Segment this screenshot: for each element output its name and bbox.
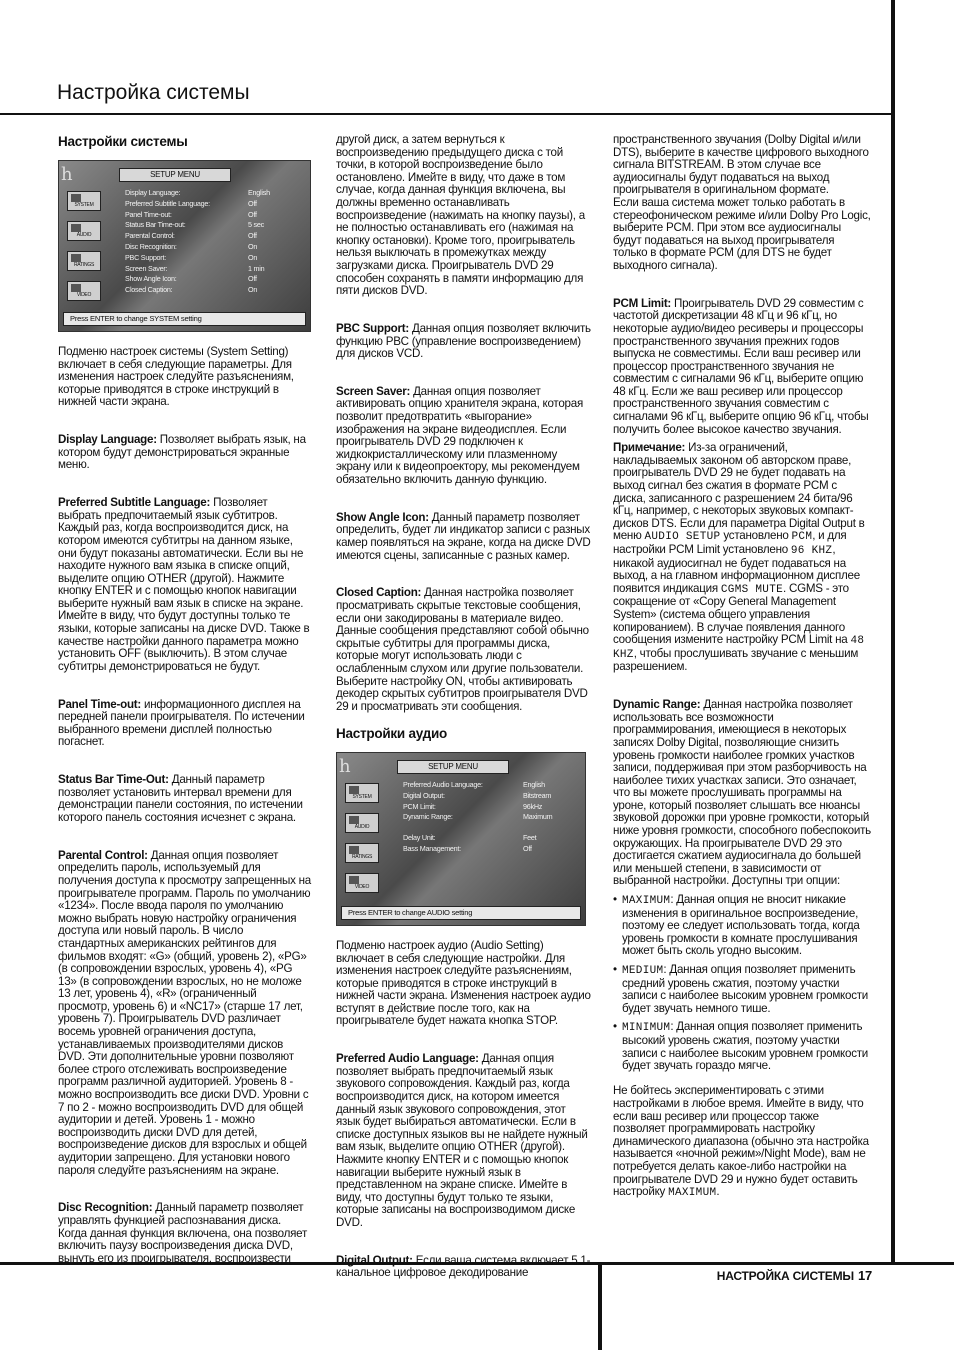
- column-1: [58, 134, 311, 1278]
- setting-row: Preferred Audio Language: English: [403, 779, 545, 789]
- digital-output-continued: пространственного звучания (Dolby Digital и/или DTS), выберите в качестве цифрового выходного сигнала BITSTREAM. В этом случае все аудиосигналы будут подаваться на выход проигрывателя в оригинальном формате.: [613, 133, 869, 197]
- audio-icon: AUDIO: [67, 221, 101, 241]
- menu-icons: [345, 783, 381, 903]
- system-settings-heading: Настройки системы: [58, 134, 188, 149]
- page-title: Настройка системы: [57, 81, 250, 104]
- instruction-bar: Press ENTER to change AUDIO setting: [341, 906, 581, 920]
- screen-saver-entry: Screen Saver: Данная опция позволяет активировать опцию хранителя экрана, которая позволит предотвратить «выгорание» изображения на экране видеодисплея. Если проигрыватель DVD 29 подключен к жидкокристаллическому или плазменному экрану или к видеопроектору, мы рекомендуем обязательно включить данную функцию.: [336, 384, 583, 487]
- settings-list: [125, 188, 300, 296]
- system-icon: SYSTEM: [345, 783, 379, 803]
- disc-recognition-continued: другой диск, а затем вернуться к воспроизведению предыдущего диска с той точки, в которой воспроизведение было остановлено. Имейте в виду, что даже в том случае, когда данная функция включена, вы должны временно останавливать воспроизведение (нажимать на кнопку паузы), а не полностью останавливать его (нажимая на кнопку остановки). Кроме того, проигрыватель нельзя выключать в промежутках между загрузками диска. Проигрыватель DVD 29 способен сохранять в памяти информацию для пяти дисков DVD.: [336, 133, 585, 298]
- header-rule: [0, 113, 895, 115]
- menu-title: SETUP MENU: [397, 760, 509, 774]
- column-2: [336, 134, 591, 1293]
- display-language-entry: Display Language: Позволяет выбрать язык, на котором будут демонстрироваться экранные меню.: [58, 433, 306, 472]
- menu-title: SETUP MENU: [119, 168, 231, 182]
- panel-timeout-entry: Panel Time-out: информационного дисплея на передней панели проигрывателя. По истечении выбранного времени дисплей полностью погаснет.: [58, 697, 305, 749]
- setting-row: Show Angle Icon: Off: [125, 274, 257, 284]
- setting-row: Digital Output: Bitstream: [403, 790, 552, 800]
- closed-caption-entry: Closed Caption: Данная настройка позволяет просматривать скрытые текстовые сообщения, если они закодированы в материале видео. Данные сообщения представляют собой обычно скрытые субтитры для программы диска, которые могут использовать люди с ослабленным слухом или другие пользователи. Выберите настройку ON, чтобы активировать декодер скрытых субтитров проигрывателя DVD 29 и просматривать эти сообщения.: [336, 586, 589, 713]
- column-3: [613, 134, 871, 1212]
- video-icon: VIDEO: [345, 873, 379, 893]
- list-item: • MINIMUM: Данная опция позволяет применить высокий уровень сжатия, поэтому участки записи с наиболее высоким уровнем громкости будет звучать гораздо мягче.: [613, 1021, 871, 1072]
- setting-row: Preferred Subtitle Language: Off: [125, 198, 257, 208]
- audio-icon: AUDIO: [345, 813, 379, 833]
- pcm-limit-entry: PCM Limit: Проигрыватель DVD 29 совместим с частотой дискретизации 48 кГц и 96 кГц, но некоторые аудио/видео ресиверы и процессоры пространственного звучания прежних годов выпуска не совместимы. Если ваш ресивер или процессор пространственного звучания не совместим с сигналами 96 кГц, выберите опцию 48 кГц. Если же ваш ресивер или процессор пространственного звучания совместим с сигналами 96 кГц, выберите опцию 96 кГц, чтобы получить более высокое качество звучания.: [613, 296, 869, 436]
- footer-label: НАСТРОЙКА СИСТЕМЫ: [716, 1269, 854, 1283]
- system-icon: SYSTEM: [67, 191, 101, 211]
- show-angle-icon-entry: Show Angle Icon: Данный параметр позволяет определить, будет ли индикатор записи с разных камер появляться на экране, когда на диске DVD имеются сцены, записанные с разных камер.: [336, 510, 591, 562]
- pcm-note-entry: Примечание: Из-за ограничений, накладываемых законом об авторском праве, проигрыватель DVD 29 не будет подавать на выход сигнал без сжатия в формате PCM с диска, записанного с разрешением 24 бита/96 кГц, например, с некоторых звуковых компакт-дисков DTS. Если для параметра Digital Output в меню AUDIO SETUP установлено PCM, и для настройки PCM Limit установлено 96 KHZ, никакой аудиосигнал не будет подаваться на выход, а на главном информационном дисплее появится индикация CGMS MUTE. CGMS - это сокращение от «Copy General Management System» (система общего управления копированием). В случае появления данного сообщения измените настройку PCM Limit на 48 KHZ, чтобы прослушивать звучание с меньшим разрешением.: [613, 441, 865, 674]
- setting-row: Screen Saver: 1 min: [125, 263, 265, 273]
- digital-output-entry: Digital Output: Если ваша система включает 5.1-канальное цифровое декодирование: [336, 1253, 591, 1280]
- ratings-icon: RATINGS: [345, 843, 379, 863]
- page-footer: [614, 1268, 872, 1283]
- dynamic-range-entry: Dynamic Range: Данная настройка позволяет использовать все возможности программирования, имеющиеся в некоторых записях Dolby Digital, позволяющие снизить уровень громкости наиболее громких участков записи, поддерживая при этом разборчивость на наиболее тихих участках записи. Это означает, что вы можете прослушивать программы на уроне, который позволяет слышать все нюансы звуковой дорожки при уровне громкости, который ниже уровня громкости, способного побеспокоить окружающих. На проигрывателе DVD 29 это достигается сжатием аудиосигнала до большей или меньшей степени, в зависимости от выбранной настройки. Доступны три опции:: [613, 698, 871, 888]
- digital-output-pcm-note: Если ваша система может только работать в стереофоническом режиме и/или Dolby Pro Logic, выберите PCM. При этом все аудиосигналы будут подаваться на выход проигрывателя только в формате PCM (для DTS не будет выходного сигнала).: [613, 195, 871, 272]
- menu-icons: [67, 191, 103, 311]
- closing-paragraph: Не бойтесь экспериментировать с этими настройками в любое время. Имейте в виду, что если ваш ресивер или процессор также позволяет программировать настройку динамического диапазона (обычно эта настройка называется «ночной режим»/Night Mode), вам не потребуется делать какое-либо настройки на проигрывателе DVD 29 и нужно будет оставить настройку MAXIMUM.: [613, 1084, 869, 1200]
- disc-recognition-entry: Disc Recognition: Данный параметр позволяет управлять функцией распознавания диска. Когда данная функция включена, она позволяет включить паузу воспроизведения диска DVD, вынуть его из проигрывателя, воспроизвести: [58, 1201, 308, 1265]
- setting-row: Dynamic Range: Maximum: [403, 812, 553, 822]
- dynamic-range-options: [613, 894, 871, 1073]
- pbc-support-entry: PBC Support: Данная опция позволяет включить функцию PBC (управление воспроизведением) для дисков VCD.: [336, 321, 591, 361]
- settings-list: [403, 780, 575, 855]
- system-intro: Подменю настроек системы (System Setting) включает в себя следующие параметры. Для изменения настроек следуйте разъяснениям, которые приводятся в строке инструкций в нижней части экрана.: [58, 345, 294, 409]
- setting-row: Display Language: English: [125, 188, 270, 197]
- audio-settings-heading: Настройки аудио: [336, 725, 448, 741]
- audio-intro: Подменю настроек аудио (Audio Setting) включает в себя следующие настройки. Для изменения настроек следуйте разъяснениям, которые приводятся в строке инструкций в нижней части экрана. Изменения настроек аудио вступят в действие после того, как на проигрывателе будет нажата кнопка STOP.: [336, 938, 591, 1028]
- system-setup-screenshot: h SETUP MENU SYSTEM AUDIO RATINGS VIDEO Display Language: English Preferred Subtitle Language: Off Panel Time-out: Off Status Bar Time-out: 5 sec Parental Control: Off Disc Recognition: On PBC Support: On Screen Saver: 1 min Show Angle Icon: Off Closed Caption: On Press ENTER to change SYSTEM setting: [58, 160, 311, 332]
- instruction-bar: Press ENTER to change SYSTEM setting: [63, 312, 306, 326]
- setting-row: Delay Unit: Feet: [403, 833, 537, 843]
- list-item: • MAXIMUM: Данная опция не вносит никакие изменения в оригинальное воспроизведение, поэтому ее следует использовать тогда, когда уровень громкости в комнате прослушивания может быть сколь угодно высоким.: [613, 894, 871, 958]
- setting-row: Disc Recognition: On: [125, 241, 258, 251]
- right-border-rule: [891, 0, 895, 1265]
- list-item: • MEDIUM: Данная опция позволяет применить средний уровень сжатия, поэтому участки записи с наиболее высоким уровнем громкости будет звучать немного тише.: [613, 964, 871, 1015]
- preferred-audio-language-entry: Preferred Audio Language: Данная опция позволяет выбрать предпочитаемый язык звукового сопровождения. Каждый раз, когда воспроизводится диск, на котором имеется данный язык звукового сопровождения, этот язык будет выбираться автоматически. Если в списке доступных языков вы не найдете нужный вам язык, выделите опцию OTHER (другой). Нажмите кнопку ENTER и с помощью кнопок навигации выберите нужный язык в представленном на экране списке. Имейте в виду, что доступны будут только те языки, которые записаны на воспроизводимом диске DVD.: [336, 1052, 588, 1229]
- ratings-icon: RATINGS: [67, 251, 101, 271]
- parental-control-entry: Parental Control: Данная опция позволяет определить пароль, используемый для получения доступа к просмотру запрещенных на проигрывателе программ. Пароль по умолчанию «1234». После ввода пароля по умолчанию можно выбрать новую настройку ограничения доступа или новый пароль. В число стандартных американских рейтингов для фильмов входят: «G» (общий, уровень 2), «PG» (в сопровождении взрослых, уровень 4), «PG 13» (в сопровождении взрослых, но не моложе 13 лет, уровень 4), «R» (ограниченный просмотр, уровень 6) и «NC17» (старше 17 лет, уровень 7). Проигрыватель DVD различает восемь уровней ограничения доступа, устанавливаемых производителями дисков DVD. Эти дополнительные уровни позволяют более строго отслеживать воспроизведение программ различной аудиторией. Уровень 8 - можно воспроизводить все диски DVD. Уровни с 7 по 2 - можно воспроизводить DVD для общей аудитории и детей. Уровень 1 - можно воспроизводить диски DVD для детей, воспроизведение дисков для взрослых и общей аудитории запрещено. Для установки нового пароля следуйте разъяснениям на экране.: [58, 848, 311, 1177]
- setting-row: Closed Caption: On: [125, 285, 258, 295]
- page-number: 17: [857, 1268, 872, 1283]
- setting-row: Parental Control: Off: [125, 231, 257, 241]
- status-bar-timeout-entry: Status Bar Time-Out: Данный параметр позволяет установить интервал времени для демонстрации панели состояния, по истечении которого панель состояния исчезнет с экрана.: [58, 773, 303, 824]
- setting-row: Bass Management: Off: [403, 843, 532, 853]
- setting-row: PBC Support: On: [125, 252, 258, 262]
- setting-row: PCM Limit: 96kHz: [403, 801, 543, 811]
- setting-row: Status Bar Time-out: 5 sec: [125, 220, 264, 230]
- subtitle-language-entry: Preferred Subtitle Language: Позволяет выбрать предпочитаемый язык субтитров. Каждый раз, когда воспроизводится диск, на котором имеются субтитры на данном языке, они будут показаны автоматически. Если вы не находите нужного вам языка в списке опций, выделите опцию OTHER (другой). Нажмите кнопку ENTER и с помощью кнопок навигации выберите нужный вам язык в списке на экране. Имейте в виду, что будут доступны только те языки, которые записаны на диске DVD. Также в качестве настройки данного параметра можно установить OFF (выключить). В этом случае субтитры демонстрироваться не будут.: [58, 496, 310, 673]
- setting-row: Panel Time-out: Off: [125, 209, 257, 219]
- video-icon: VIDEO: [67, 281, 101, 301]
- footer-divider: [598, 1262, 602, 1350]
- audio-setup-screenshot: h SETUP MENU SYSTEM AUDIO RATINGS VIDEO Preferred Audio Language: English Digital Output: Bitstream PCM Limit: 96kHz Dynamic Range: Maximum Delay Unit: Feet Bass Management: Off Press ENTER to change AUDIO setting: [336, 752, 586, 926]
